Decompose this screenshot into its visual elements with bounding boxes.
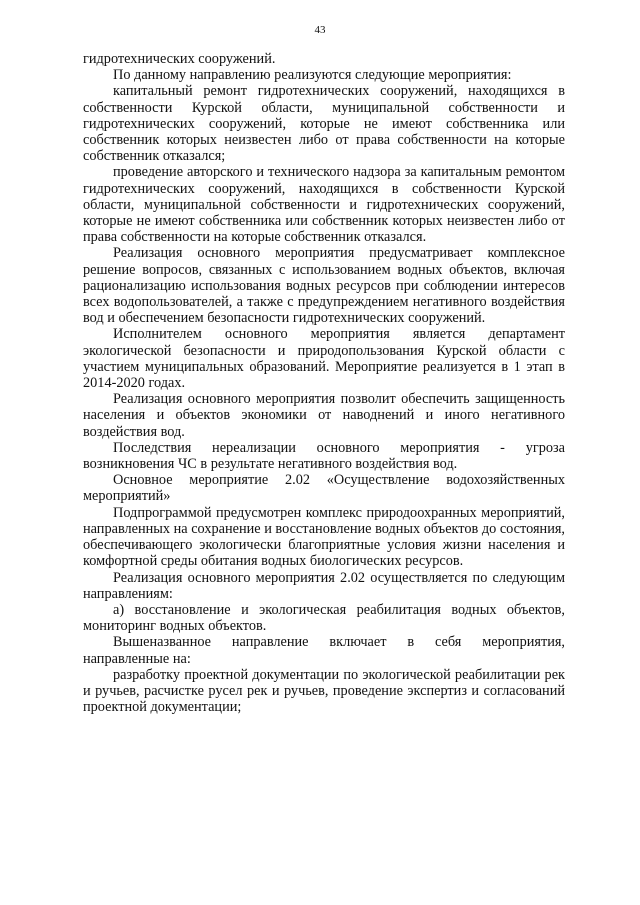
paragraph-2: По данному направлению реализуются следующие мероприятия:	[113, 67, 512, 84]
paragraph-8: Последствия нереализации основного мероприятия - угроза возникновения ЧС в результате негативного воздействия вод.	[83, 439, 565, 473]
page-number: 43	[314, 24, 326, 36]
paragraph-11: Реализация основного мероприятия 2.02 осуществляется по следующим направлениям:	[83, 569, 565, 602]
paragraph-1: гидротехнических сооружений.	[83, 51, 276, 67]
paragraph-9: Основное мероприятие 2.02 «Осуществление водохозяйственных мероприятий»	[83, 472, 565, 505]
document-body	[83, 51, 565, 715]
paragraph-5: Реализация основного мероприятия предусматривает комплексное решение вопросов, связанных с использованием водных объектов, включая рационализацию использования водных ресурсов при соблюдении интересов всех водопользователей, а также с предупреждением негативного воздействия вод и обеспечением безопасности гидротехнических сооружений.	[83, 245, 565, 327]
paragraph-13: Вышеназванное направление включает в себя мероприятия, направленные на:	[83, 634, 565, 667]
paragraph-6: Исполнителем основного мероприятия является департамент экологической безопасности и природопользования Курской области с участием муниципальных образований. Мероприятие реализуется в 1 этап в 2014-2020 годах.	[83, 326, 565, 392]
paragraph-7: Реализация основного мероприятия позволит обеспечить защищенность населения и объектов экономики от наводнений и иного негативного воздействия вод.	[83, 391, 565, 440]
paragraph-4: проведение авторского и технического надзора за капитальным ремонтом гидротехнических сооружений, находящихся в собственности Курской области, муниципальной собственности и гидротехнических сооружений, которые не имеют собственника или собственник которых неизвестен либо от права собственности на которые собственник отказался.	[83, 164, 565, 246]
paragraph-12: а) восстановление и экологическая реабилитация водных объектов, мониторинг водных объектов.	[83, 601, 565, 635]
paragraph-14: разработку проектной документации по экологической реабилитации рек и ручьев, расчистке русел рек и ручьев, проведение экспертиз и согласований проектной документации;	[83, 666, 565, 716]
paragraph-3: капитальный ремонт гидротехнических сооружений, находящихся в собственности Курской области, муниципальной собственности и гидротехнических сооружений, которые не имеют собственника или собственник которых неизвестен либо от права собственности на которые собственник отказался;	[83, 83, 565, 165]
paragraph-10: Подпрограммой предусмотрен комплекс природоохранных мероприятий, направленных на сохранение и восстановление водных объектов до состояния, обеспечивающего экологически благоприятные условия жизни населения и комфортной среды обитания водных биологических ресурсов.	[83, 504, 565, 570]
